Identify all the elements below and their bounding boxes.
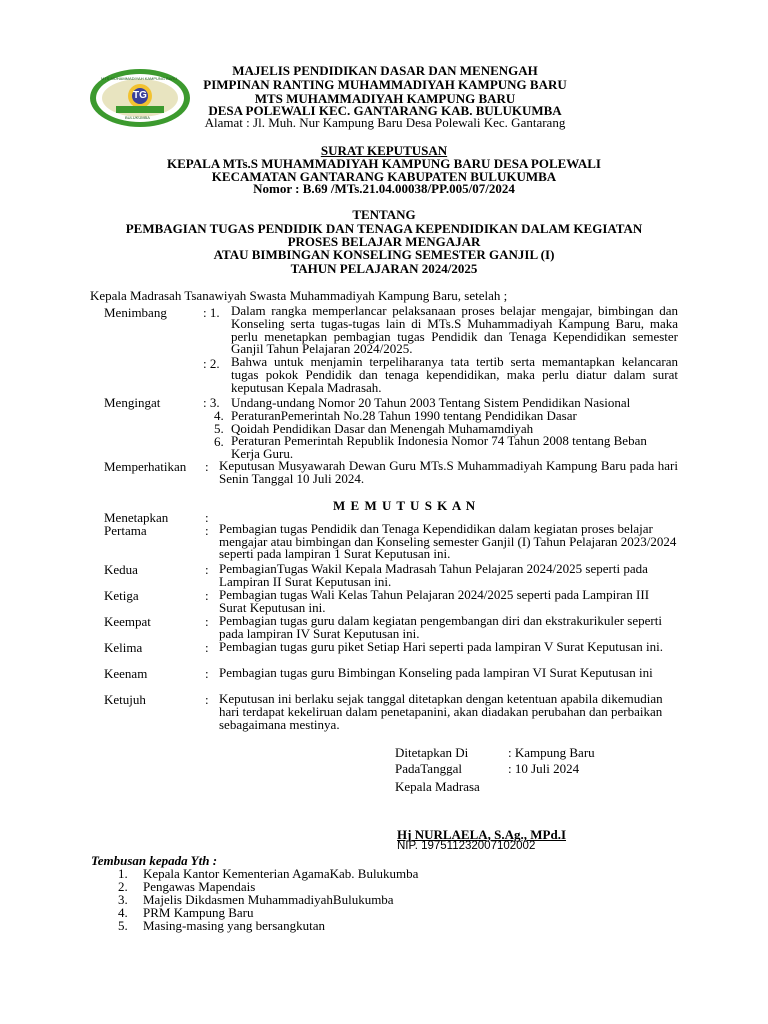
- decision-label-7: Ketujuh: [104, 692, 146, 707]
- header-line-3: MTS MUHAMMADIYAH KAMPUNG BARU: [254, 91, 516, 106]
- decision-text-1: Pembagian tugas Pendidik dan Tenaga Kependidikan dalam kegiatan proses belajar mengajar atau bimbingan dan Konseling semester Ganjil (I) Tahun Pelajaran 2023/2024 seperti pada lampiran 1 Surat Keputusan ini.: [219, 521, 677, 562]
- cc-marker-5: 5.: [118, 918, 128, 933]
- cc-item-1: Kepala Kantor Kementerian AgamaKab. Bulukumba: [143, 866, 419, 881]
- decree-number: Nomor : B.69 /MTs.21.04.00038/PP.005/07/2024: [253, 181, 515, 196]
- decision-text-4: Pembagian tugas guru dalam kegiatan pengembangan diri dan ekstrakurikuler seperti pada lampiran IV Surat Keputusan ini.: [219, 613, 662, 641]
- mengingat-marker-6: 6.: [214, 434, 224, 449]
- mengingat-item-5: Qoidah Pendidikan Dasar dan Menengah Muhamamdiyah: [231, 421, 534, 436]
- header-line-2: PIMPINAN RANTING MUHAMMADIYAH KAMPUNG BARU: [203, 77, 567, 92]
- memutuskan-heading: M E M U T U S K A N: [333, 498, 477, 513]
- logo-bottom-text: BULUKUMBA: [125, 115, 150, 120]
- cc-marker-3: 3.: [118, 892, 128, 907]
- menimbang-marker-2: : 2.: [203, 356, 220, 371]
- decision-text-2: PembagianTugas Wakil Kepala Madrasah Tahun Pelajaran 2024/2025 seperti pada Lampiran II Surat Keputusan ini.: [219, 561, 648, 589]
- mengingat-label: Mengingat: [104, 395, 161, 410]
- menimbang-item-1: Dalam rangka memperlancar pelaksanaan proses belajar mengajar, bimbingan dan Konseling serta tugas-tugas lain di MTs.S Muhammadiyah Kampung Baru, maka perlu menetapkan pembagian tugas Pendidik dan Tenaga Kependidikan semester Ganjil Tahun Pelajaran 2024/2025.: [231, 303, 678, 357]
- decision-label-4: Keempat: [104, 614, 151, 629]
- mengingat-item-4: PeraturanPemerintah No.28 Tahun 1990 tentang Pendidikan Dasar: [231, 408, 577, 423]
- menimbang-label: Menimbang: [104, 305, 167, 320]
- memperhatikan-text: Keputusan Musyawarah Dewan Guru MTs.S Muhammadiyah Kampung Baru pada hari Senin Tanggal 10 Juli 2024.: [219, 458, 678, 486]
- decision-text-5: Pembagian tugas guru piket Setiap Hari seperti pada lampiran V Surat Keputusan ini.: [219, 639, 663, 654]
- mengingat-item-3: Undang-undang Nomor 20 Tahun 2003 Tentang Sistem Pendidikan Nasional: [231, 395, 631, 410]
- decision-label-2: Kedua: [104, 562, 138, 577]
- about-line-1: PEMBAGIAN TUGAS PENDIDIK DAN TENAGA KEPENDIDIKAN DALAM KEGIATAN: [125, 221, 643, 236]
- menimbang-item-2: Bahwa untuk menjamin terpeliharanya tata tertib serta memantapkan kelancaran tugas pokok Pendidik dan tenaga kependidikan, maka perlu diatur dalam surat keputusan Kepala Madrasah.: [231, 354, 678, 395]
- signature-place-value: : Kampung Baru: [508, 745, 595, 760]
- cc-marker-4: 4.: [118, 905, 128, 920]
- about-heading: TENTANG: [352, 207, 416, 222]
- header-line-4: DESA POLEWALI KEC. GANTARANG KAB. BULUKUMBA: [208, 103, 562, 118]
- cc-item-2: Pengawas Mapendais: [143, 879, 256, 894]
- decree-line-2: KECAMATAN GANTARANG KABUPATEN BULUKUMBA: [211, 169, 557, 184]
- signature-place-label: Ditetapkan Di: [395, 745, 469, 760]
- signature-date-label: PadaTanggal: [395, 761, 462, 776]
- signature-name: Hj NURLAELA, S.Ag., MPd.I: [397, 827, 567, 842]
- cc-marker-2: 2.: [118, 879, 128, 894]
- about-line-3: ATAU BIMBINGAN KONSELING SEMESTER GANJIL (I): [213, 247, 555, 262]
- cc-title: Tembusan kepada Yth :: [91, 853, 218, 868]
- logo-top-text: MTS MUHAMMADIYAH KAMPUNG BARU: [101, 76, 178, 81]
- decree-line-1: KEPALA MTs.S MUHAMMADIYAH KAMPUNG BARU DESA POLEWALI: [167, 156, 601, 171]
- about-line-4: TAHUN PELAJARAN 2024/2025: [290, 261, 478, 276]
- menetapkan-label: Menetapkan: [104, 510, 169, 525]
- cc-item-5: Masing-masing yang bersangkutan: [143, 918, 325, 933]
- cc-item-3: Majelis Dikdasmen MuhammadiyahBulukumba: [143, 892, 394, 907]
- mengingat-marker-4: 4.: [214, 408, 224, 423]
- header-address: Alamat : Jl. Muh. Nur Kampung Baru Desa Polewali Kec. Gantarang: [204, 115, 566, 130]
- menimbang-marker-1: : 1.: [203, 305, 220, 320]
- logo-emblem-text: TG: [133, 90, 147, 101]
- decision-label-1: Pertama: [104, 523, 147, 538]
- signature-nip: NIP. 197511232007102002: [397, 840, 536, 852]
- mengingat-marker-5: 5.: [214, 421, 224, 436]
- decision-text-7: Keputusan ini berlaku sejak tanggal ditetapkan dengan ketentuan apabila dikemudian hari terdapat kekeliruan dalam penetapanini, akan diadakan perubahan dan perbaikan sebagaimana mestinya.: [219, 691, 663, 732]
- decision-label-5: Kelima: [104, 640, 143, 655]
- mengingat-item-6: Peraturan Pemerintah Republik Indonesia Nomor 74 Tahun 2008 tentang Beban Kerja Guru.: [231, 433, 647, 461]
- decision-label-6: Keenam: [104, 666, 148, 681]
- cc-item-4: PRM Kampung Baru: [143, 905, 254, 920]
- decision-text-6: Pembagian tugas guru Bimbingan Konseling pada lampiran VI Surat Keputusan ini: [219, 665, 653, 680]
- header-line-1: MAJELIS PENDIDIKAN DASAR DAN MENENGAH: [232, 63, 538, 78]
- signature-date-value: : 10 Juli 2024: [508, 761, 580, 776]
- about-line-2: PROSES BELAJAR MENGAJAR: [287, 234, 481, 249]
- signature-role: Kepala Madrasa: [395, 779, 480, 794]
- intro-text: Kepala Madrasah Tsanawiyah Swasta Muhammadiyah Kampung Baru, setelah ;: [90, 288, 508, 303]
- decision-text-3: Pembagian tugas Wali Kelas Tahun Pelajaran 2024/2025 seperti pada Lampiran III Surat Keputusan ini.: [219, 587, 650, 615]
- decree-title: SURAT KEPUTUSAN: [320, 143, 448, 158]
- memperhatikan-label: Memperhatikan: [104, 459, 187, 474]
- cc-marker-1: 1.: [118, 866, 128, 881]
- mengingat-marker-3: : 3.: [203, 395, 220, 410]
- decision-label-3: Ketiga: [104, 588, 139, 603]
